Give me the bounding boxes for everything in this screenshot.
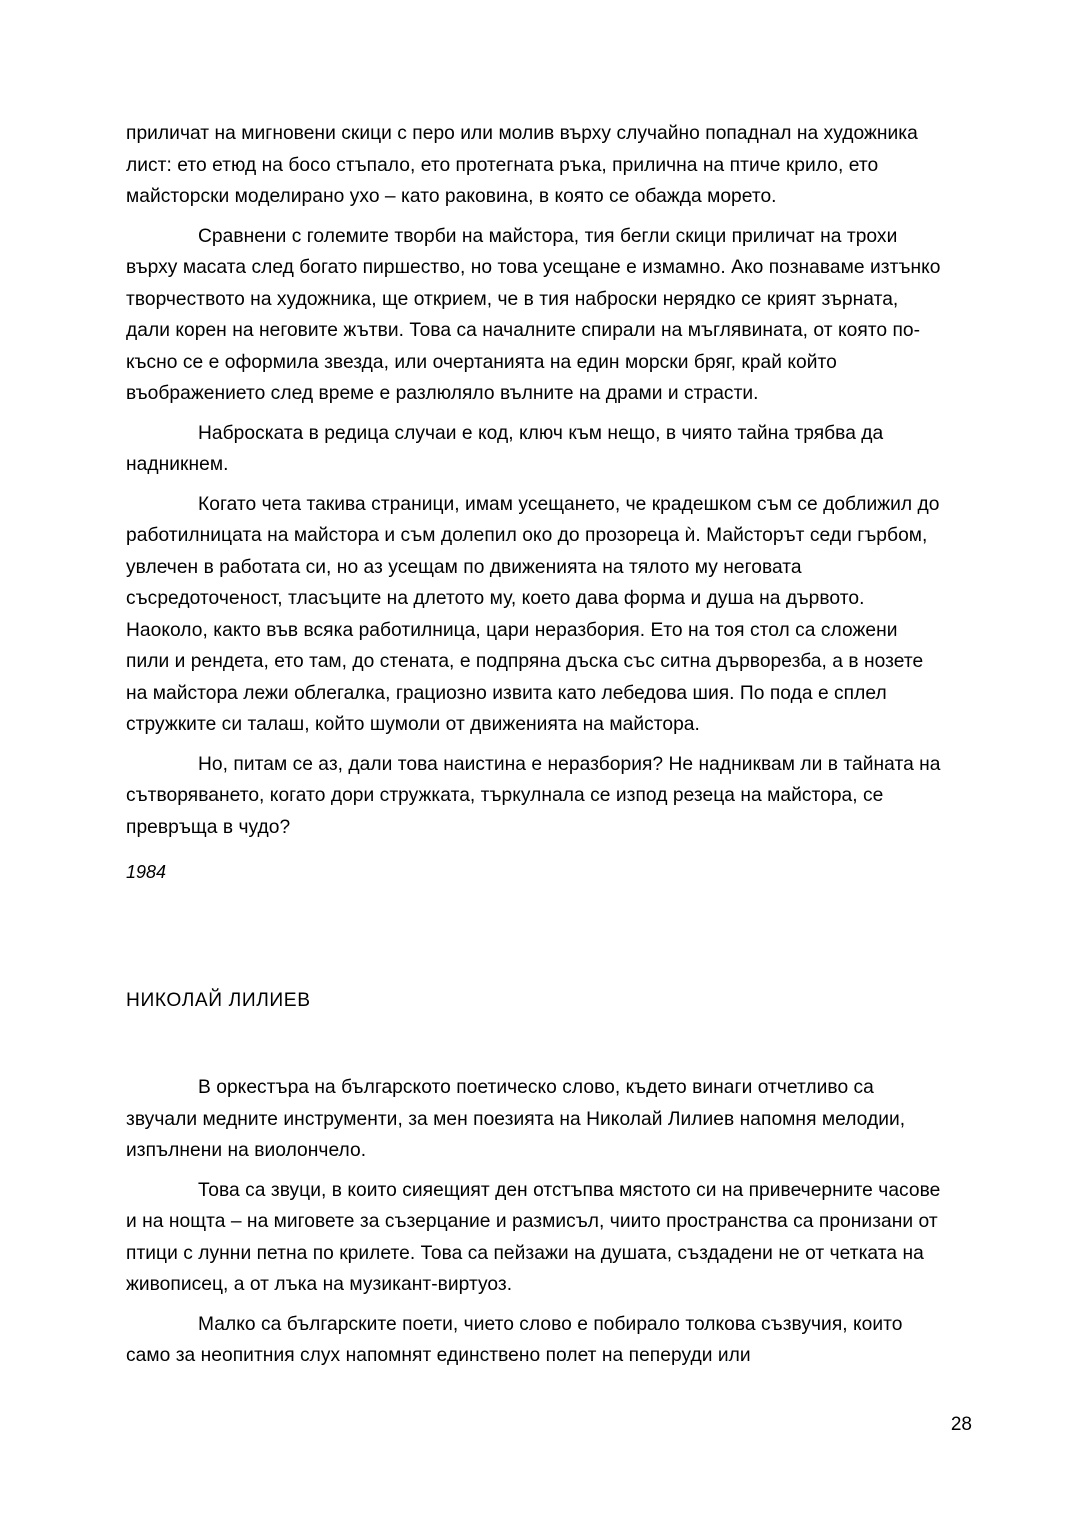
section-spacer — [126, 889, 946, 985]
paragraph: приличат на мигновени скици с перо или молив върху случайно попаднал на художника лист: ето етюд на босо стъпало, ето протегната ръка, прилична на птиче крило, ето майсторски моделирано ухо – като раковина, в която се обажда морето. — [126, 123, 918, 207]
paragraph: Но, питам се аз, дали това наистина е неразбория? Не надниквам ли в тайната на сътворяването, когато дори стружката, търкулнала се изпод резеца на майстора, се превръща в чудо? — [126, 753, 941, 838]
section-spacer — [126, 1016, 946, 1072]
page-number: 28 — [950, 1414, 972, 1435]
paragraph: Сравнени с големите творби на майстора, тия бегли скици приличат на трохи върху масата след богато пиршество, но това усещане е измамно. Ако познаваме изтънко творчеството на художника, ще открием, че в тия наброски нерядко се крият зърната, дали корен на неговите жътви. Това са началните спирали на мъглявината, от която по-късно се е оформила звезда, или очертанията на един морски бряг, край който въображението след време е разлюляло вълните на драми и страсти. — [126, 225, 941, 404]
paragraph: В оркестъра на българското поетическо слово, където винаги отчетливо са звучали медните инструменти, за мен поезията на Николай Лилиев напомня мелодии, изпълнени на виолончело. — [126, 1077, 906, 1161]
section-heading: НИКОЛАЙ ЛИЛИЕВ — [126, 989, 311, 1011]
paragraph: Това са звуци, в които сияещият ден отстъпва мястото си на привечерните часове и на нощта – на миговете за съзерцание и размисъл, чиито пространства са пронизани от птици с лунни петна по крилете. Това са пейзажи на душата, създадени не от четката на живописец, а от лъка на музикант-виртуоз. — [126, 1179, 941, 1295]
paragraph: Малко са българските поети, чието слово е побирало толкова съзвучия, които само за неопитния слух напомнят единствено полет на пеперуди или — [126, 1313, 903, 1366]
paragraph: Наброската в редица случаи е код, ключ към нещо, в чиято тайна трябва да надникнем. — [126, 422, 884, 475]
page-text-body — [126, 118, 946, 1380]
paragraph: Когато чета такива страници, имам усещането, че крадешком съм се доближил до работилницата на майстора и съм долепил око до прозореца ѝ. Майсторът седи гърбом, увлечен в работата си, но аз усещам по движенията на тялото му неговата съсредоточеност, тласъците на длетото му, което дава форма и душа на дървото. Наоколо, както във всяка работилница, цари неразбория. Ето на тоя стол са сложени пили и рендета, ето там, до стената, е подпряна дъска със ситна дърворезба, а в нозете на майстора лежи облегалка, грациозно извита като лебедова шия. По пода е сплел стружките си талаш, който шумоли от движенията на майстора. — [126, 493, 940, 735]
year-note: 1984 — [126, 862, 167, 882]
